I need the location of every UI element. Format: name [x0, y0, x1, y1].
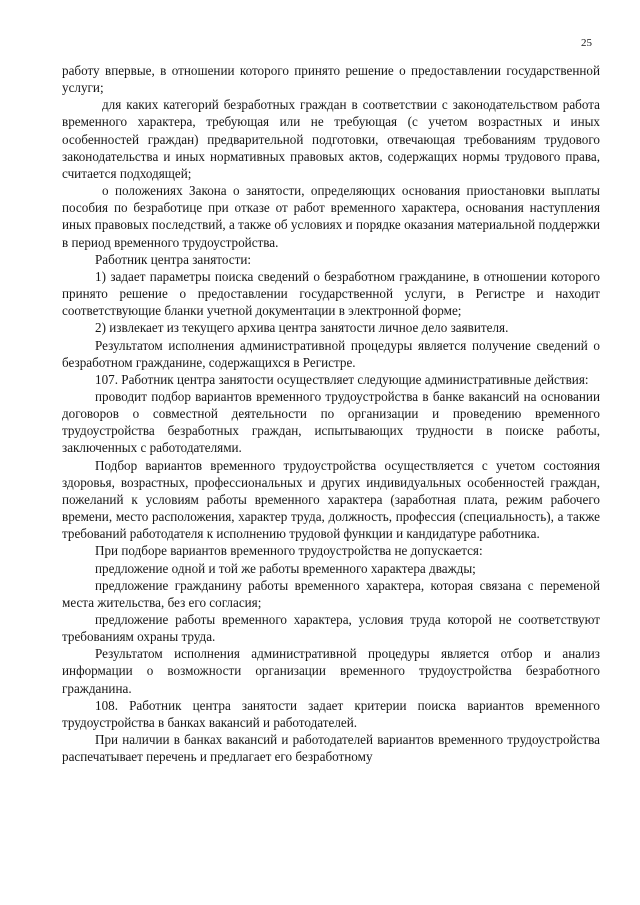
paragraph: При подборе вариантов временного трудоустройства не допускается: — [95, 543, 483, 559]
paragraph: предложение одной и той же работы временного характера дважды; — [95, 560, 476, 576]
paragraph: 107. Работник центра занятости осуществляет следующие административные действия: — [95, 371, 589, 387]
paragraph: работу впервые, в отношении которого принято решение о предоставлении государственной услуги; — [62, 63, 600, 96]
paragraph: При наличии в банках вакансий и работодателей вариантов временного трудоустройства распечатывает перечень и предлагает его безработному — [62, 732, 600, 765]
paragraph: 1) задает параметры поиска сведений о безработном гражданине, в отношении которого принято решение о предоставлении государственной услуги, в Регистре и находит соответствующие бланки учетной документации в электронной форме; — [62, 268, 600, 319]
paragraph: Результатом исполнения административной процедуры является получение сведений о безработном гражданине, содержащихся в Регистре. — [62, 337, 600, 370]
page-number: 25 — [581, 37, 592, 49]
paragraph: предложение работы временного характера, условия труда которой не соответствуют требованиям охраны труда. — [62, 612, 600, 645]
paragraph: о положениях Закона о занятости, определяющих основания приостановки выплаты пособия по безработице при отказе от работ временного характера, основания наступления иных правовых последствий, а также об условиях и порядке оказания материальной поддержки в период временного трудоустройства. — [62, 183, 600, 250]
paragraph: Результатом исполнения административной процедуры является отбор и анализ информации о возможности организации временного трудоустройства безработного гражданина. — [62, 646, 600, 696]
paragraph: Работник центра занятости: — [95, 251, 252, 267]
document-body — [62, 62, 600, 765]
paragraph: 2) извлекает из текущего архива центра занятости личное дело заявителя. — [95, 320, 509, 336]
paragraph: 108. Работник центра занятости задает критерии поиска вариантов временного трудоустройства в банках вакансий и работодателей. — [62, 697, 600, 730]
paragraph: проводит подбор вариантов временного трудоустройства в банке вакансий на основании договоров о совместной деятельности по организации и проведению временного трудоустройства безработных граждан, испытывающих трудности в поиске работы, заключенных с работодателями. — [62, 388, 600, 456]
paragraph: для каких категорий безработных граждан в соответствии с законодательством работа временного характера, требующая или не требующая (с учетом возрастных и иных особенностей граждан) предварительной подготовки, отвечающая требованиям трудового законодательства и иных нормативных правовых актов, содержащих нормы трудового права, считается подходящей; — [62, 97, 600, 181]
paragraph: предложение гражданину работы временного характера, которая связана с переменой места жительства, без его согласия; — [62, 577, 600, 610]
paragraph: Подбор вариантов временного трудоустройства осуществляется с учетом состояния здоровья, возрастных, профессиональных и других индивидуальных особенностей граждан, пожеланий к условиям работы временного характера (заработная плата, режим рабочего времени, место расположения, характер труда, должность, профессия (специальность), а также требований работодателя к исполнению трудовой функции и кандидатуре работника. — [62, 457, 600, 542]
